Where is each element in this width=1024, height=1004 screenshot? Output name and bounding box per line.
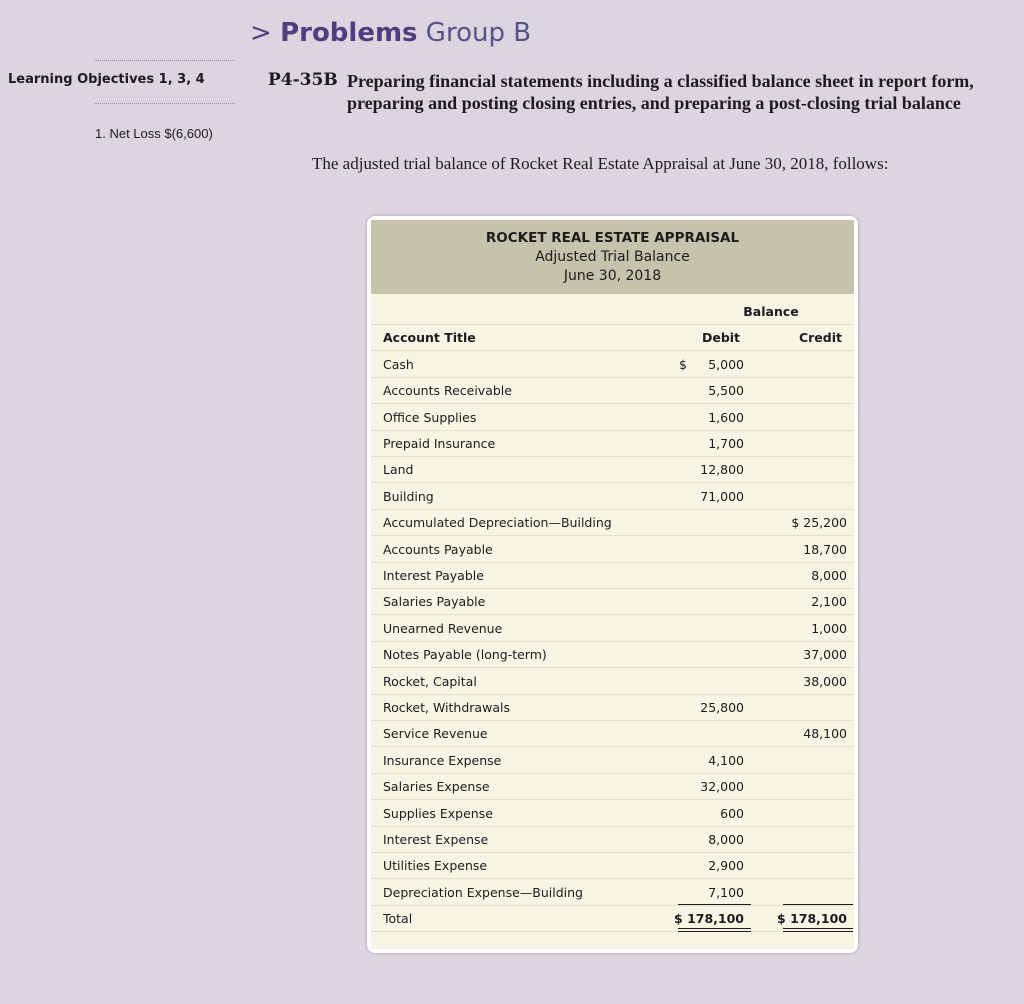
section-title-bold: Problems — [280, 18, 418, 48]
account-title: Utilities Expense — [383, 858, 488, 874]
total-credit: $ 178,100 — [777, 911, 847, 927]
table-row — [371, 879, 854, 906]
company-name: ROCKET REAL ESTATE APPRAISAL — [485, 230, 740, 246]
debit-header: Debit — [701, 330, 741, 346]
balance-label-row — [371, 298, 854, 325]
section-title-light: Group B — [425, 18, 532, 48]
credit-amount: 37,000 — [803, 647, 847, 663]
table-row — [371, 668, 854, 695]
debit-amount: 4,100 — [708, 752, 744, 768]
account-title: Unearned Revenue — [383, 620, 503, 636]
credit-amount: 8,000 — [811, 568, 847, 583]
statement-date: June 30, 2018 — [563, 268, 662, 284]
debit-amount: 5,500 — [708, 383, 744, 399]
total-label: Total — [383, 911, 413, 927]
account-title: Office Supplies — [383, 409, 477, 425]
trial-balance-header — [371, 220, 854, 294]
debit-amount: 7,100 — [708, 884, 744, 900]
balance-label: Balance — [743, 304, 799, 319]
debit-amount: 5,000 — [708, 356, 744, 372]
table-row — [371, 377, 854, 404]
debit-amount: 8,000 — [708, 832, 744, 847]
currency-symbol: $ — [679, 356, 687, 372]
debit-amount: 600 — [720, 805, 744, 821]
credit-amount: 1,000 — [811, 620, 847, 636]
account-title: Cash — [383, 356, 414, 372]
credit-total-double-rule — [783, 928, 853, 932]
credit-header: Credit — [798, 330, 842, 346]
total-row — [371, 905, 854, 932]
account-title: Accounts Receivable — [383, 383, 512, 399]
account-title: Building — [383, 488, 434, 504]
problem-intro: The adjusted trial balance of Rocket Real Estate Appraisal at June 30, 2018, follows: — [312, 154, 889, 173]
credit-amount: 38,000 — [803, 673, 847, 689]
section-heading — [250, 18, 531, 48]
table-row — [371, 588, 854, 615]
table-row — [371, 641, 854, 668]
debit-amount: 32,000 — [700, 779, 744, 795]
table-row — [371, 852, 854, 879]
table-row — [371, 800, 854, 827]
table-row — [371, 404, 854, 431]
account-title: Rocket, Capital — [383, 673, 477, 689]
sidebar-divider-top — [95, 60, 235, 61]
credit-amount: $ 25,200 — [791, 515, 847, 531]
debit-amount: 25,800 — [700, 700, 744, 715]
table-row — [371, 694, 854, 721]
debit-amount: 12,800 — [700, 462, 744, 478]
credit-amount: 18,700 — [803, 541, 847, 557]
table-row — [371, 351, 854, 378]
table-row — [371, 509, 854, 536]
debit-amount: 1,600 — [708, 409, 744, 425]
table-row — [371, 615, 854, 642]
account-title: Interest Expense — [383, 832, 489, 847]
account-title: Insurance Expense — [383, 752, 502, 768]
table-row — [371, 747, 854, 774]
table-row — [371, 456, 854, 483]
statement-name: Adjusted Trial Balance — [535, 249, 690, 265]
account-title: Salaries Expense — [383, 779, 490, 795]
account-title: Depreciation Expense—Building — [383, 884, 583, 900]
total-debit: $ 178,100 — [674, 911, 744, 927]
learning-objectives-label: Learning Objectives 1, 3, 4 — [8, 72, 205, 87]
column-header-row — [371, 324, 854, 351]
account-title: Salaries Payable — [383, 594, 486, 610]
table-row — [371, 773, 854, 800]
trial-balance-table — [371, 220, 854, 949]
account-title: Accumulated Depreciation—Building — [383, 515, 612, 531]
problem-title: Preparing financial statements including a classified balance sheet in report form, preparing and posting closing entries, and preparing a post-closing trial balance — [347, 71, 974, 113]
sidebar-divider-bottom — [95, 103, 235, 104]
trial-balance-card — [367, 216, 858, 953]
account-title: Service Revenue — [383, 726, 488, 742]
table-row — [371, 562, 854, 589]
table-row — [371, 483, 854, 510]
credit-amount: 2,100 — [811, 594, 847, 610]
table-row — [371, 826, 854, 853]
account-title: Interest Payable — [383, 568, 484, 583]
table-row — [371, 720, 854, 747]
section-arrow: > — [250, 18, 272, 48]
account-title: Rocket, Withdrawals — [383, 700, 510, 715]
problem-number: P4-35B — [268, 70, 338, 90]
account-title-header: Account Title — [383, 330, 476, 346]
table-row — [371, 430, 854, 457]
account-title: Accounts Payable — [383, 541, 493, 557]
debit-amount: 71,000 — [700, 488, 744, 504]
check-figure: 1. Net Loss $(6,600) — [95, 126, 213, 141]
credit-amount: 48,100 — [803, 726, 847, 742]
debit-total-double-rule — [678, 928, 751, 932]
account-title: Supplies Expense — [383, 805, 493, 821]
debit-amount: 2,900 — [708, 858, 744, 874]
table-row — [371, 536, 854, 563]
account-title: Notes Payable (long-term) — [383, 647, 547, 663]
account-title: Prepaid Insurance — [383, 436, 496, 451]
debit-amount: 1,700 — [708, 436, 744, 451]
account-title: Land — [383, 462, 414, 478]
